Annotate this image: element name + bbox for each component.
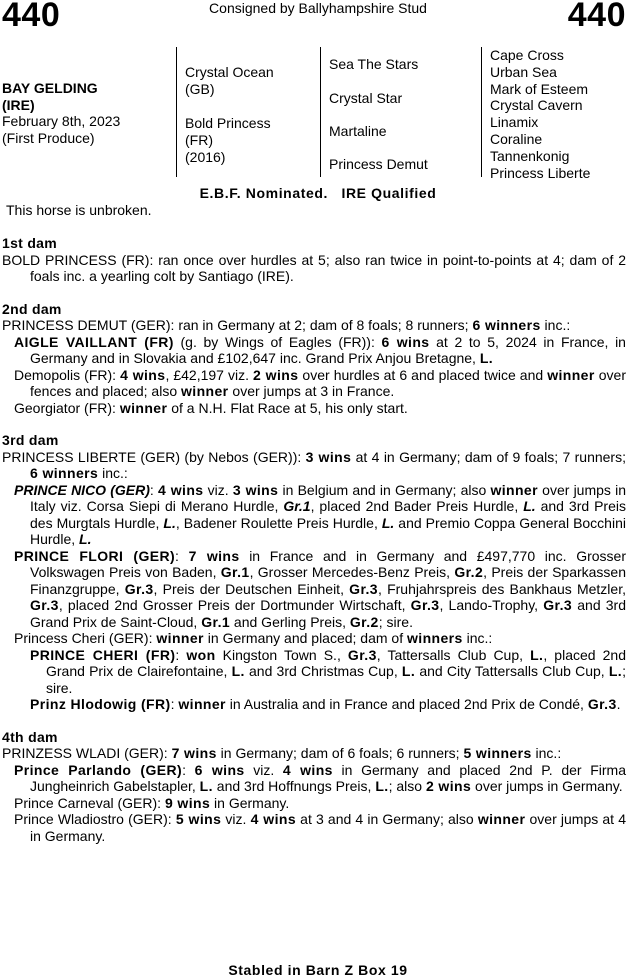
nomination-line: E.B.F. Nominated. IRE Qualified: [199, 185, 437, 201]
second-dam-section: [2, 301, 626, 417]
stabling-info: Stabled in Barn Z Box 19: [228, 962, 408, 978]
great-grandparent: Linamix: [490, 114, 539, 131]
progeny-entry: AIGLE VAILLANT (FR) (g. by Wings of Eagles (FR)): 6 wins at 2 to 5, 2024 in France, in Germany and in Slovakia and £102,647 inc. Grand Prix Anjou Bretagne, L.: [14, 333, 626, 366]
dam-name: Bold Princess: [185, 115, 271, 131]
horse-foaled: February 8th, 2023: [2, 113, 121, 129]
horse-country: (IRE): [2, 96, 35, 113]
lot-number-left: 440: [2, 0, 61, 34]
lot-number-right: 440: [567, 0, 626, 34]
pedigree-grandparents: [320, 47, 479, 177]
grandparent: Princess Demut: [329, 156, 428, 172]
section-heading: 2nd dam: [2, 300, 62, 317]
great-grandparent: Crystal Cavern: [490, 97, 583, 114]
grandparent: Sea The Stars: [329, 56, 419, 72]
sire-country: (GB): [185, 81, 215, 97]
grandparent: Crystal Star: [329, 90, 403, 106]
dam-paragraph: PRINCESS LIBERTE (GER) (by Nebos (GER)): 3 wins at 4 in Germany; dam of 9 foals; 7 runners; 6 winners inc.:: [2, 448, 626, 481]
progeny-entry: Prince Carneval (GER): 9 wins in Germany.: [14, 794, 290, 811]
progeny-entry: Georgiator (FR): winner of a N.H. Flat Race at 5, his only start.: [14, 399, 408, 416]
pedigree-great-grandparents: [481, 47, 636, 181]
section-heading: 4th dam: [2, 728, 58, 745]
first-dam-section: [2, 235, 626, 285]
sire-name: Crystal Ocean: [185, 64, 274, 80]
horse-sex-colour: BAY GELDING: [2, 80, 98, 96]
progeny-entry: Prince Wladiostro (GER): 5 wins viz. 4 wins at 3 and 4 in Germany; also winner over jumps at 4 in Germany.: [14, 811, 626, 844]
progeny-entry: PRINCE FLORI (GER): 7 wins in France and in Germany and £497,770 inc. Grosser Volkswagen Preis von Baden, Gr.1, Grosser Mercedes-Benz Preis, Gr.2, Preis der Sparkassen Finanzgruppe, Gr.3, Preis der Deutschen Einheit, Gr.3, Fruhjahrspreis des Bankhaus Metzler, Gr.3, placed 2nd Grosser Preis der Dortmunder Wirtschaft, Gr.3, Lando-Trophy, Gr.3 and 3rd Grand Prix de Saint-Cloud, Gr.1 and Gerling Preis, Gr.2; sire.: [14, 547, 627, 630]
grandparent: Martaline: [329, 123, 387, 139]
dam-year: (2016): [185, 149, 226, 165]
dam-paragraph: PRINZESS WLADI (GER): 7 wins in Germany; dam of 6 foals; 6 runners; 5 winners inc.:: [2, 745, 562, 761]
great-grandparent: Mark of Esteem: [490, 80, 589, 97]
great-grandparent: Tannenkonig: [490, 147, 570, 164]
great-grandparent: Princess Liberte: [490, 164, 591, 181]
progeny-entry: Prinz Hlodowig (FR): winner in Australia and in France and placed 2nd Prix de Condé, Gr.3.: [30, 696, 621, 712]
progeny-entry: Prince Parlando (GER): 6 wins viz. 4 wins in Germany and placed 2nd P. der Firma Jungheinrich Gabelstapler, L. and 3rd Hoffnungs Preis, L.; also 2 wins over jumps in Germany.: [14, 761, 626, 794]
great-grandparent: Coraline: [490, 130, 543, 147]
section-heading: 3rd dam: [2, 432, 59, 448]
great-grandparent: Urban Sea: [490, 63, 557, 80]
unbroken-note: This horse is unbroken.: [6, 202, 152, 218]
progeny-entry: PRINCE NICO (GER): 4 wins viz. 3 wins in Belgium and in Germany; also winner over jumps in Italy viz. Corsa Siepi di Merano Hurdle, Gr.1, placed 2nd Bader Preis Hurdle, L. and 3rd Preis des Murgtals Hurdle, L., Badener Roulette Preis Hurdle, L. and Premio Coppa General Bocchini Hurdle, L.: [14, 481, 626, 547]
third-dam-section: [2, 432, 626, 713]
pedigree-parents: [176, 47, 320, 177]
progeny-entry: Princess Cheri (GER): winner in Germany and placed; dam of winners inc.:: [14, 630, 493, 646]
horse-description: [2, 80, 172, 146]
catalogue-body: [2, 235, 626, 860]
consignor: Consigned by Ballyhampshire Stud: [209, 0, 427, 16]
section-heading: 1st dam: [2, 235, 58, 251]
dam-paragraph: PRINCESS DEMUT (GER): ran in Germany at 2; dam of 8 foals; 8 runners; 6 winners inc.:: [2, 317, 571, 333]
great-grandparent: Cape Cross: [490, 47, 564, 63]
horse-produce: (First Produce): [2, 129, 95, 146]
dam-paragraph: BOLD PRINCESS (FR): ran once over hurdles at 5; also ran twice in point-to-points at 4; dam of 2 foals inc. a yearling colt by Santiago (IRE).: [2, 251, 626, 284]
progeny-entry: Demopolis (FR): 4 wins, £42,197 viz. 2 wins over hurdles at 6 and placed twice and winner over fences and placed; also winner over jumps at 3 in France.: [14, 366, 626, 399]
progeny-entry: PRINCE CHERI (FR): won Kingston Town S., Gr.3, Tattersalls Club Cup, L., placed 2nd Grand Prix de Clairefontaine, L. and 3rd Christmas Cup, L. and City Tattersalls Club Cup, L.; sire.: [30, 646, 626, 696]
fourth-dam-section: [2, 729, 626, 845]
dam-country: (FR): [185, 132, 213, 148]
